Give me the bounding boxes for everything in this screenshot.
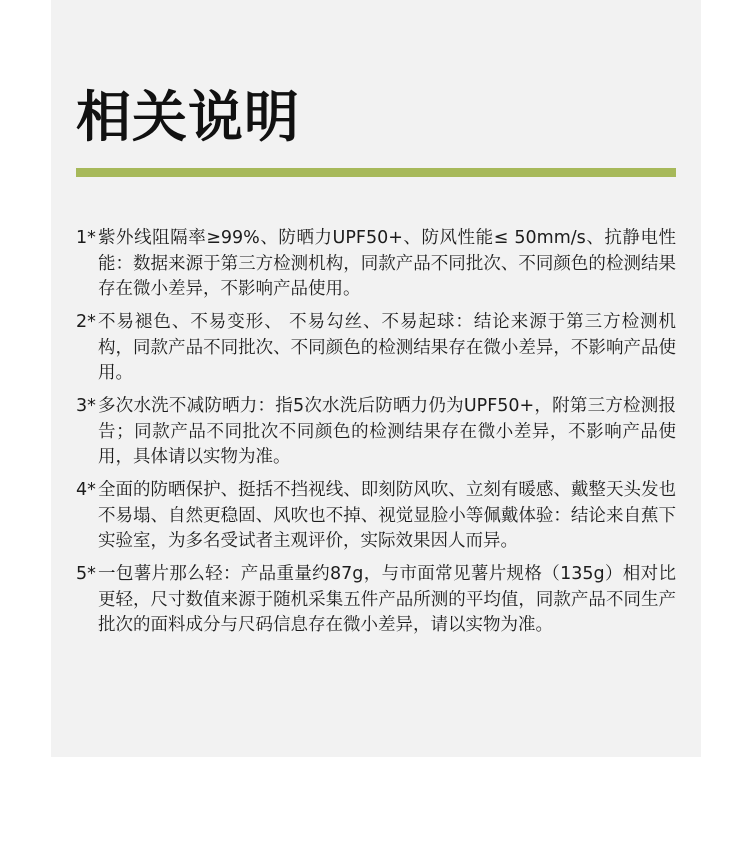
note-item: [76, 478, 676, 555]
notes-list: [76, 226, 676, 646]
note-text: 紫外线阻隔率≥99%、防晒力UPF50+、防风性能≤ 50mm/s、抗静电性能：数据来源于第三方检测机构，同款产品不同批次、不同颜色的检测结果存在微小差异，不影响产品使用。: [98, 228, 676, 299]
note-text: 不易褪色、不易变形、 不易勾丝、不易起球：结论来源于第三方检测机构，同款产品不同批次、不同颜色的检测结果存在微小差异，不影响产品使用。: [98, 312, 676, 383]
page-title: 相关说明: [76, 85, 301, 149]
note-number: 5*: [76, 564, 96, 584]
note-number: 3*: [76, 396, 96, 416]
note-text: 多次水洗不减防晒力：指5次水洗后防晒力仍为UPF50+，附第三方检测报告；同款产品不同批次不同颜色的检测结果存在微小差异，不影响产品使用，具体请以实物为准。: [98, 396, 676, 467]
title-divider: [76, 168, 676, 177]
note-item: [76, 394, 676, 471]
note-text: 全面的防晒保护、挺括不挡视线、即刻防风吹、立刻有暖感、戴整天头发也不易塌、自然更稳固、风吹也不掉、视觉显脸小等佩戴体验：结论来自蕉下实验室，为多名受试者主观评价，实际效果因人而异。: [98, 480, 676, 551]
note-number: 4*: [76, 480, 96, 500]
note-item: [76, 310, 676, 387]
note-item: [76, 562, 676, 639]
note-number: 2*: [76, 312, 96, 332]
note-item: [76, 226, 676, 303]
note-number: 1*: [76, 228, 96, 248]
note-text: 一包薯片那么轻：产品重量约87g，与市面常见薯片规格（135g）相对比更轻，尺寸数值来源于随机采集五件产品所测的平均值，同款产品不同生产批次的面料成分与尺码信息存在微小差异，请以实物为准。: [98, 564, 676, 635]
